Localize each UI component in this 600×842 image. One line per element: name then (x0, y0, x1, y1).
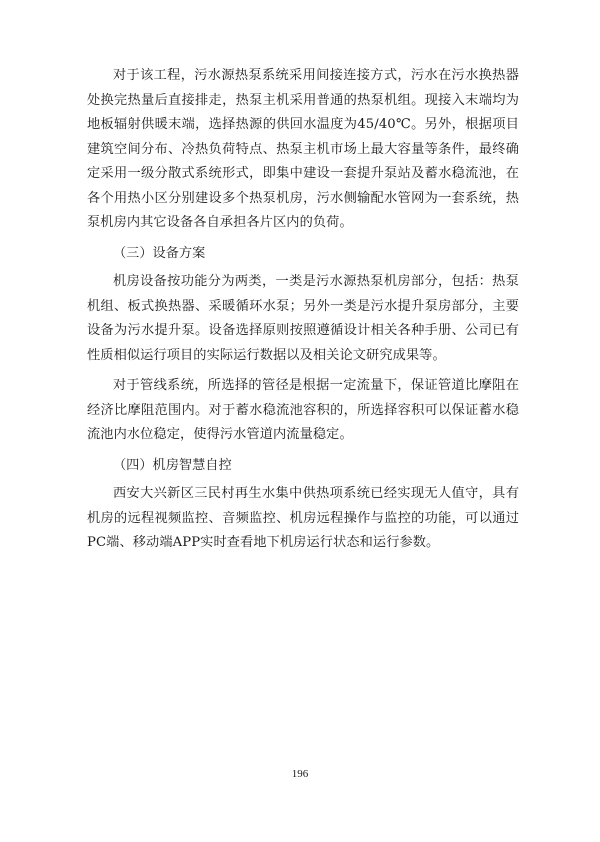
paragraph-smart-control: 西安大兴新区三民村再生水集中供热项系统已经实现无人值守，具有机房的远程视频监控、音频监控、机房远程操作与监控的功能，可以通过PC端、移动端APP实时查看地下机房运行状态和运行参数。 (87, 486, 519, 550)
section-heading-smart-control: （四）机房智慧自控 (113, 457, 232, 473)
section-heading-equipment: （三）设备方案 (113, 245, 206, 261)
paragraph-pipeline-system: 对于管线系统，所选择的管径是根据一定流量下，保证管道比摩阻在经济比摩阻范围内。对于蓄水稳流池容积的，所选择容积可以保证蓄水稳流池内水位稳定，使得污水管道内流量稳定。 (87, 378, 519, 442)
page-number: 196 (291, 768, 309, 780)
paragraph-system-design: 对于该工程，污水源热泵系统采用间接连接方式，污水在污水换热器处换完热量后直接排走，热泵主机采用普通的热泵机组。现接入末端均为地板辐射供暖末端，选择热源的供回水温度为45/40℃。另外，根据项目建筑空间分布、冷热负荷特点、热泵主机市场上最大容量等条件，最终确定采用一级分散式系统形式，即集中建设一套提升泵站及蓄水稳流池，在各个用热小区分别建设多个热泵机房，污水侧输配水管网为一套系统，热泵机房内其它设备各自承担各片区内的负荷。 (87, 68, 519, 230)
paragraph-equipment-plan: 机房设备按功能分为两类，一类是污水源热泵机房部分，包括：热泵机组、板式换热器、采暖循环水泵；另外一类是污水提升泵房部分，主要设备为污水提升泵。设备选择原则按照遵循设计相关各种手册、公司已有性质相似运行项目的实际运行数据以及相关论文研究成果等。 (87, 274, 519, 363)
page-body (87, 64, 519, 562)
